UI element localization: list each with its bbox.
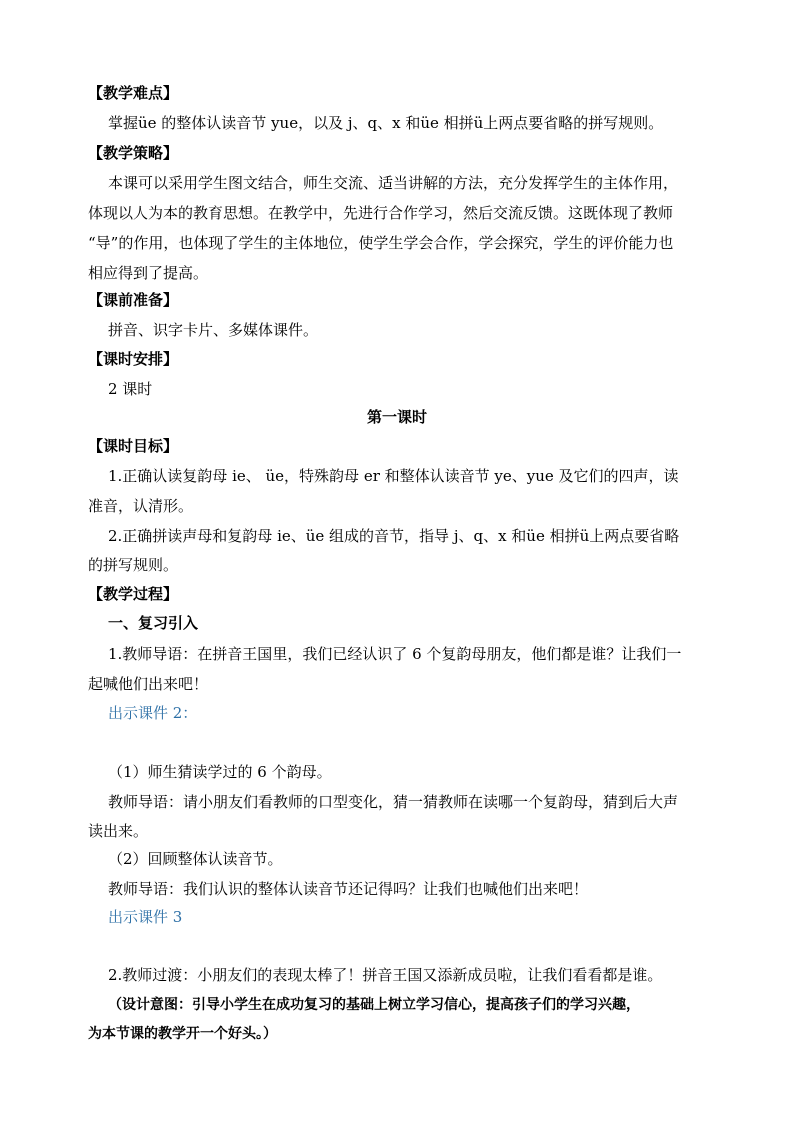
goal-2-line-2: 的拼写规则。 bbox=[88, 556, 179, 574]
session-title: 第一课时 bbox=[366, 408, 427, 426]
section-review-intro: 一、复习引入 bbox=[108, 614, 199, 632]
heading-schedule: 【课时安排】 bbox=[88, 350, 179, 368]
teacher-guide-1-line-2: 读出来。 bbox=[88, 822, 149, 840]
teacher-guide-2: 教师导语：我们认识的整体认读音节还记得吗？让我们也喊他们出来吧！ bbox=[108, 880, 589, 898]
paragraph-strategy-line-1: 本课可以采用学生图文结合，师生交流、适当讲解的方法，充分发挥学生的主体作用， bbox=[108, 174, 679, 192]
heading-teaching-difficulty: 【教学难点】 bbox=[88, 84, 179, 102]
courseware-link-2[interactable]: 出示课件 2： bbox=[108, 704, 198, 722]
courseware-link-3[interactable]: 出示课件 3 bbox=[108, 908, 183, 926]
step-1: （1）师生猜读学过的 6 个韵母。 bbox=[108, 763, 332, 781]
goal-2-line-1: 2.正确拼读声母和复韵母 ie、üe 组成的音节，指导 j、q、x 和üe 相拼ü上两点要省略 bbox=[108, 527, 680, 545]
heading-preparation: 【课前准备】 bbox=[88, 291, 179, 309]
intro-paragraph-line-1: 1.教师导语：在拼音王国里，我们已经认识了 6 个复韵母朋友，他们都是谁？让我们一 bbox=[108, 645, 682, 663]
goal-1-line-1: 1.正确认读复韵母 ie、 üe，特殊韵母 er 和整体认读音节 ye、yue 及它们的四声，读 bbox=[108, 467, 679, 485]
teacher-guide-1-line-1: 教师导语：请小朋友们看教师的口型变化，猜一猜教师在读哪一个复韵母，猜到后大声 bbox=[108, 793, 679, 811]
design-intent-line-2: 为本节课的教学开一个好头。） bbox=[88, 1026, 277, 1042]
design-intent-line-1: （设计意图：引导小学生在成功复习的基础上树立学习信心，提高孩子们的学习兴趣， bbox=[108, 997, 640, 1013]
paragraph-schedule: 2 课时 bbox=[108, 380, 153, 398]
heading-teaching-process: 【教学过程】 bbox=[88, 585, 179, 603]
paragraph-strategy-line-2: 体现以人为本的教育思想。在教学中，先进行合作学习，然后交流反馈。这既体现了教师 bbox=[88, 204, 674, 222]
heading-session-goals: 【课时目标】 bbox=[88, 437, 179, 455]
paragraph-strategy-line-3: “导”的作用，也体现了学生的主体地位，使学生学会合作，学会探究，学生的评价能力也 bbox=[88, 234, 674, 252]
transition-paragraph: 2.教师过渡：小朋友们的表现太棒了！拼音王国又添新成员啦，让我们看看都是谁。 bbox=[108, 966, 663, 984]
goal-1-line-2: 准音，认清形。 bbox=[88, 497, 194, 515]
paragraph-difficulty: 掌握üe 的整体认读音节 yue，以及 j、q、x 和üe 相拼ü上两点要省略的拼写规则。 bbox=[108, 114, 664, 132]
intro-paragraph-line-2: 起喊他们出来吧！ bbox=[88, 675, 209, 693]
step-2: （2）回顾整体认读音节。 bbox=[108, 850, 283, 868]
heading-teaching-strategy: 【教学策略】 bbox=[88, 144, 179, 162]
paragraph-preparation: 拼音、识字卡片、多媒体课件。 bbox=[108, 321, 319, 339]
paragraph-strategy-line-4: 相应得到了提高。 bbox=[88, 264, 209, 282]
